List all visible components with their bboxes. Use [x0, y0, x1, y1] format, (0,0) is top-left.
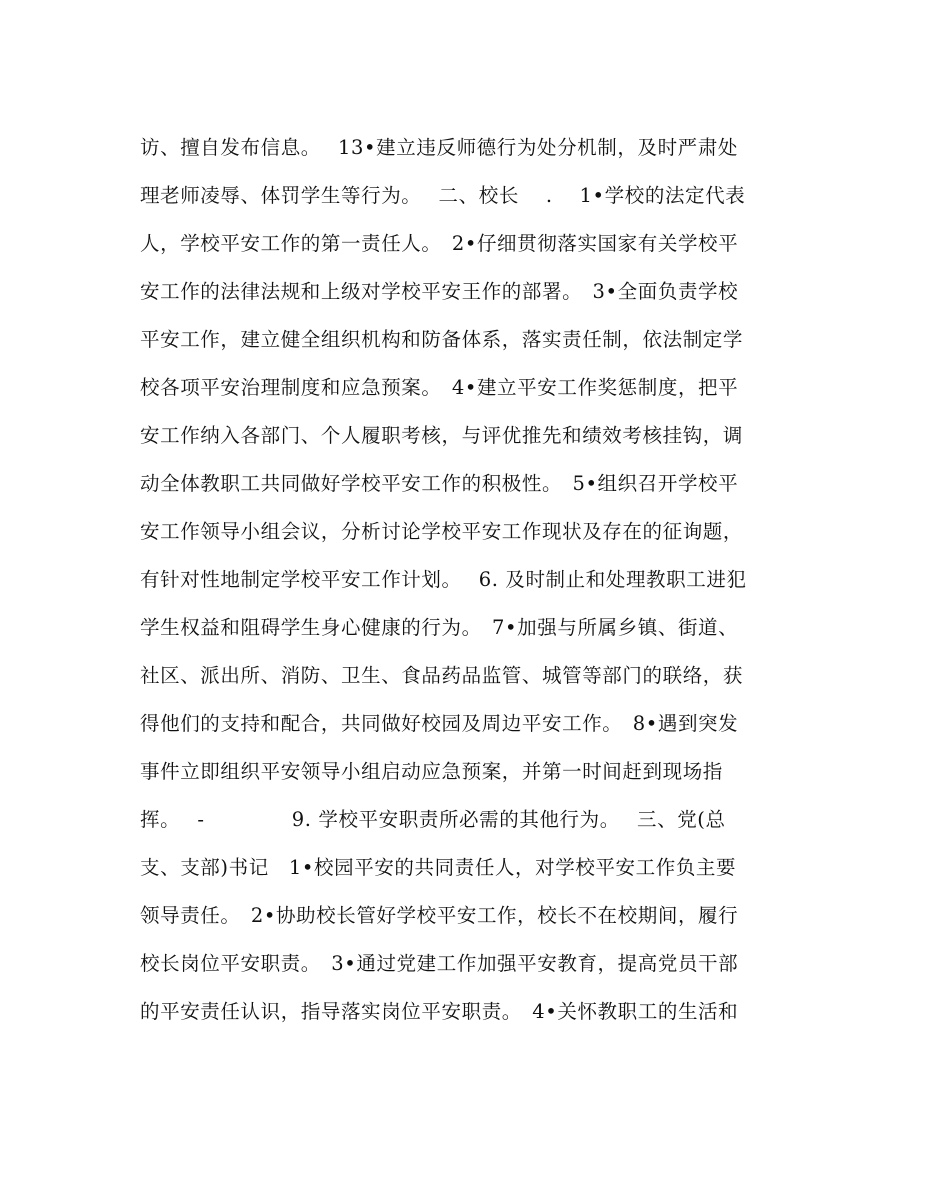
- text-line: 安工作纳入各部门、个人履职考核，与评优推先和绩效考核挂钩，调: [140, 424, 744, 447]
- text-line: 支、支部)书记 1•校园平安的共同责任人，对学校平安工作负主要: [140, 856, 737, 879]
- text-line: 学生权益和阻碍学生身心健康的行为。 7•加强与所属乡镇、街道、: [140, 616, 739, 639]
- text-line: 得他们的支持和配合，共同做好校园及周边平安工作。 8•遇到突发: [140, 712, 739, 735]
- text-line: 平安工作，建立健全组织机构和防备体系，落实责任制，依法制定学: [140, 328, 744, 351]
- text-line: 校长岗位平安职责。 3•通过党建工作加强平安教育，提高党员干部: [140, 952, 739, 975]
- text-line: 访、擅自发布信息。 13•建立违反师德行为处分机制，及时严肃处: [140, 136, 738, 159]
- text-line: 挥。 - 9. 学校平安职责所必需的其他行为。 三、党(总: [140, 808, 726, 831]
- text-line: 人，学校平安工作的第一责任人。 2•仔细贯彻落实国家有关学校平: [140, 232, 739, 255]
- text-line: 领导责任。 2•协助校长管好学校平安工作，校长不在校期间，履行: [140, 904, 739, 927]
- text-line: 动全体教职工共同做好学校平安工作的积极性。 5•组织召开学校平: [140, 472, 739, 495]
- text-line: 校各项平安治理制度和应急预案。 4•建立平安工作奖惩制度，把平: [140, 376, 739, 399]
- text-line: 安工作领导小组会议，分析讨论学校平安工作现状及存在的征询题，: [140, 520, 744, 543]
- text-line: 理老师凌辱、体罚学生等行为。 二、校长 . 1•学校的法定代表: [140, 184, 746, 207]
- text-line: 社区、派出所、消防、卫生、食品药品监管、城管等部门的联络，获: [140, 664, 744, 687]
- text-line: 的平安责任认识，指导落实岗位平安职责。 4•关怀教职工的生活和: [140, 1000, 739, 1023]
- text-line: 有针对性地制定学校平安工作计划。 6. 及时制止和处理教职工进犯: [140, 568, 747, 591]
- text-line: 安工作的法律法规和上级对学校平安王作的部署。 3•全面负责学校: [140, 280, 739, 303]
- body-text: [140, 124, 820, 1036]
- text-line: 事件立即组织平安领导小组启动应急预案，并第一时间赶到现场指: [140, 760, 723, 783]
